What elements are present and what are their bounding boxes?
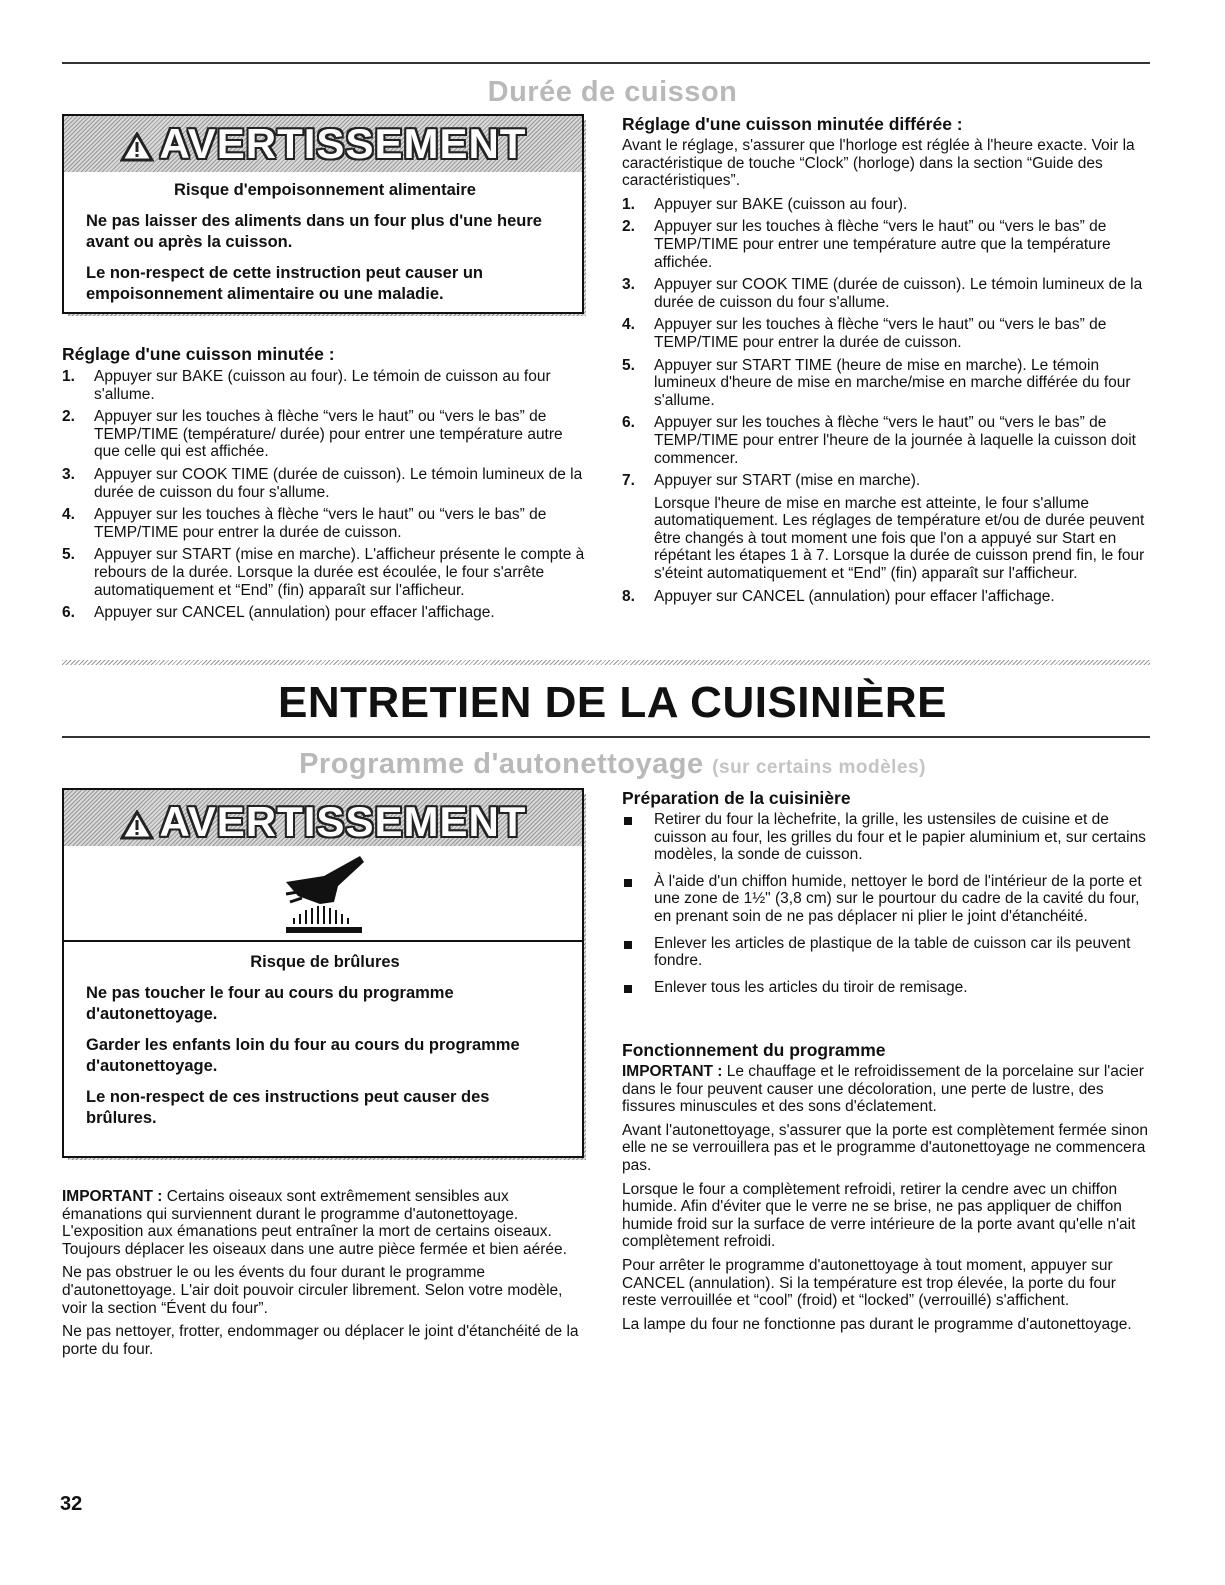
warning-triangle-icon (120, 132, 154, 162)
paragraph: Lorsque le four a complètement refroidi, retirer la cendre avec un chiffon humide. Afin d'éviter que le verre ne se brise, ne pas appliquer de chiffon humide froid sur la surface de verre intérieure de la porte avant qu'elle n'ait complètement refroidi. (622, 1180, 1136, 1251)
list-item: Enlever les articles de plastique de la table de cuisson car ils peuvent fondre. (622, 935, 1150, 970)
step-item: 3. Appuyer sur COOK TIME (durée de cuisson). Le témoin lumineux de la durée de cuisson du four s'allume. (62, 465, 583, 501)
step-item: 3. Appuyer sur COOK TIME (durée de cuisson). Le témoin lumineux de la durée de cuisson du four s'allume. (622, 276, 1143, 311)
func-content (622, 1063, 1150, 1339)
delayed-cooking-content (622, 137, 1150, 610)
section-separator (62, 660, 1150, 665)
important-paragraph: IMPORTANT : Certains oiseaux sont extrêmement sensibles aux émanations qui surviennent durant le programme d'autonettoyage. L'exposition aux émanations peut entraîner la mort de certains oiseaux. Toujours déplacer les oiseaux dans une autre pièce fermée et bien aérée. (62, 1188, 567, 1258)
paragraph: La lampe du four ne fonctionne pas durant le programme d'autonettoyage. (622, 1315, 1132, 1333)
list-item: À l'aide d'un chiffon humide, nettoyer le bord de l'intérieur de la porte et une zone de 1½" (3,8 cm) sur le pourtour du cadre de la cavité du four, en prenant soin de ne pas déplacer ni plier le joint d'étanchéité. (622, 873, 1150, 926)
paragraph: Ne pas obstruer le ou les évents du four durant le programme d'autonettoyage. L'air doit pouvoir circuler librement. Selon votre modèle, voir la section “Évent du four”. (62, 1264, 563, 1317)
warning-heading: Risque d'empoisonnement alimentaire (174, 181, 476, 199)
warning-line: Ne pas toucher le four au cours du programme d'autonettoyage. (86, 984, 454, 1023)
delayed-note: Lorsque l'heure de mise en marche est atteinte, le four s'allume automatiquement. Les réglages de température et/ou de durée peuvent être changés à tout moment une fois que l'on a appuyé sur Start en répétant les étapes 1 à 7. Lorsque la durée de cuisson prend fin, le four s'éteint automatiquement et “End” (fin) apparaît sur l'afficheur. (654, 494, 1145, 583)
step-item: 7. Appuyer sur START (mise en marche). (622, 472, 921, 490)
top-rule (62, 62, 1150, 64)
step-item: 4. Appuyer sur les touches à flèche “vers le haut” ou “vers le bas” de TEMP/TIME pour entrer la durée de cuisson. (62, 506, 547, 541)
warning-banner: AVERTISSEMENT (64, 116, 582, 172)
hot-surface-area (64, 846, 582, 942)
hot-surface-hand-icon (268, 852, 378, 936)
step-item: 5. Appuyer sur START TIME (heure de mise en marche). Le témoin lumineux d'heure de mise en marche/mise en marche différée du four s'allume. (622, 356, 1131, 409)
step-item: 6. Appuyer sur les touches à flèche “vers le haut” ou “vers le bas” de TEMP/TIME pour entrer l'heure de la journée à laquelle la cuisson doit commencer. (622, 414, 1136, 467)
page-number: 32 (60, 1493, 83, 1515)
func-heading: Fonctionnement du programme (622, 1040, 886, 1060)
delayed-intro: Avant le réglage, s'assurer que l'horloge est réglée à l'heure exacte. Voir la caractéristique de touche “Clock” (horloge) dans la section “Guide des caractéristiques”. (622, 137, 1135, 190)
step-item: 2. Appuyer sur les touches à flèche “vers le haut” ou “vers le bas” de TEMP/TIME pour entrer une température autre que la température affichée. (622, 218, 1111, 271)
warning-line: Garder les enfants loin du four au cours du programme d'autonettoyage. (86, 1036, 520, 1075)
warning-box-burns (62, 788, 584, 1158)
title-rule (62, 736, 1150, 738)
warning-line: Le non-respect de ces instructions peut causer des brûlures. (86, 1088, 490, 1127)
step-item: 5. Appuyer sur START (mise en marche). L'afficheur présente le compte à rebours de la durée. Lorsque la durée est écoulée, le four s'arrête automatiquement et “End” (fin) apparaît sur l'afficheur. (62, 546, 585, 599)
section-title-cooking-time: Durée de cuisson (487, 76, 738, 108)
list-item: Enlever tous les articles du tiroir de remisage. (622, 979, 1150, 997)
list-item: Retirer du four la lèchefrite, la grille, les ustensiles de cuisine et de cuisson au four, les grilles du four et le papier aluminium et, sur certains modèles, la sonde de cuisson. (622, 811, 1150, 864)
step-item: 2. Appuyer sur les touches à flèche “vers le haut” ou “vers le bas” de TEMP/TIME (température/ durée) pour entrer une température autre que celle qui est affichée. (62, 408, 563, 461)
timed-cooking-steps (62, 368, 590, 627)
step-item: 6. Appuyer sur CANCEL (annulation) pour effacer l'affichage. (62, 604, 495, 622)
section-title-self-clean: Programme d'autonettoyage (sur certains modèles) (299, 748, 926, 780)
paragraph: Ne pas nettoyer, frotter, endommager ou déplacer le joint d'étanchéité de la porte du four. (62, 1323, 579, 1358)
prep-list (622, 811, 1150, 1005)
prep-heading: Préparation de la cuisinière (622, 788, 851, 808)
step-item: 4. Appuyer sur les touches à flèche “vers le haut” ou “vers le bas” de TEMP/TIME pour entrer la durée de cuisson. (622, 316, 1107, 351)
warning-box-food-poisoning (62, 114, 584, 314)
warning-heading: Risque de brûlures (250, 953, 400, 971)
warning-triangle-icon (120, 810, 154, 840)
step-item: 1. Appuyer sur BAKE (cuisson au four). Le témoin de cuisson au four s'allume. (62, 368, 551, 403)
warning-line: Ne pas laisser des aliments dans un four plus d'une heure avant ou après la cuisson. (86, 212, 542, 251)
paragraph: Avant l'autonettoyage, s'assurer que la porte est complètement fermée sinon elle ne se verrouillera pas et le programme d'autonettoyage ne commencera pas. (622, 1121, 1149, 1174)
main-title: ENTRETIEN DE LA CUISINIÈRE (278, 678, 947, 727)
warning-banner: AVERTISSEMENT (64, 790, 582, 846)
timed-cooking-heading: Réglage d'une cuisson minutée : (62, 344, 335, 364)
warning-line: Le non-respect de cette instruction peut causer un empoisonnement alimentaire ou une maladie. (86, 264, 483, 303)
delayed-cooking-heading: Réglage d'une cuisson minutée différée : (622, 114, 963, 134)
paragraph: Pour arrêter le programme d'autonettoyage à tout moment, appuyer sur CANCEL (annulation). Si la température est trop élevée, la porte du four reste verrouillée et “cool” (froid) et “locked” (verrouillé) s'affichent. (622, 1256, 1116, 1310)
self-clean-left-text (62, 1188, 590, 1364)
step-item: 8. Appuyer sur CANCEL (annulation) pour effacer l'affichage. (622, 587, 1055, 605)
important-paragraph: IMPORTANT : Le chauffage et le refroidissement de la porcelaine sur l'acier dans le four peuvent causer une décoloration, une perte de lustre, des fissures minuscules et des sons d'éclatement. (622, 1063, 1144, 1116)
step-item: 1. Appuyer sur BAKE (cuisson au four). (622, 195, 908, 213)
